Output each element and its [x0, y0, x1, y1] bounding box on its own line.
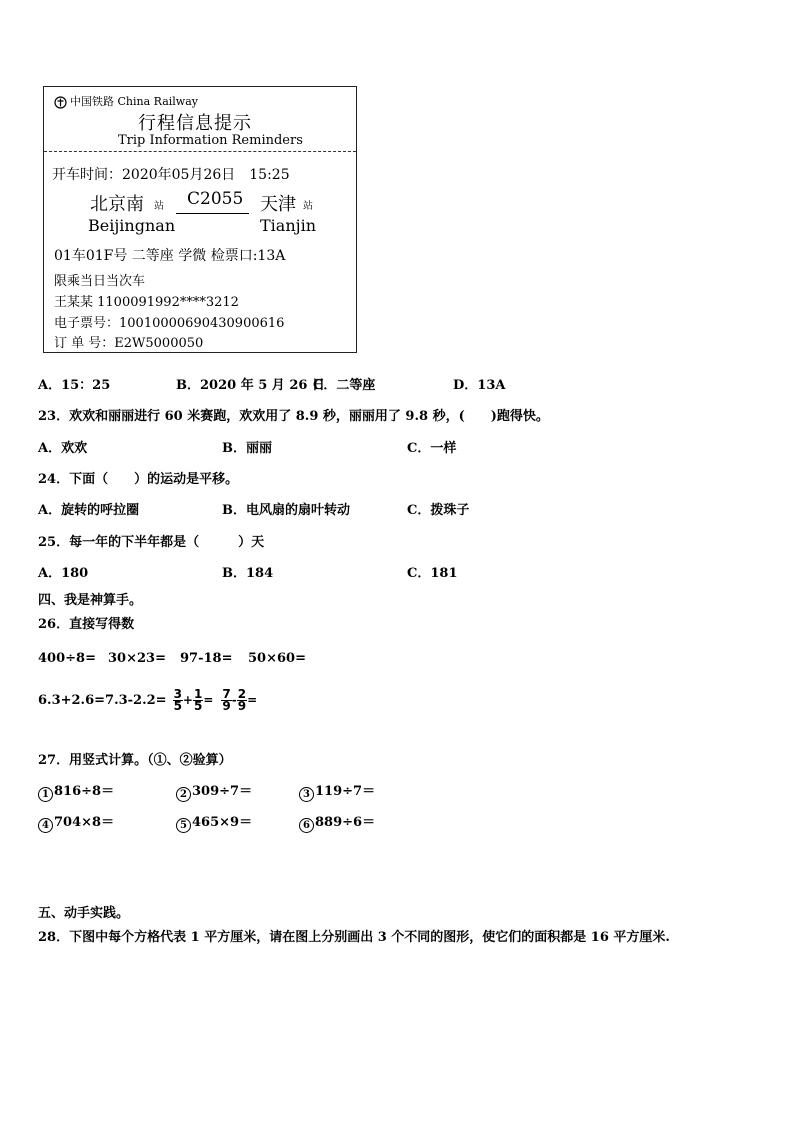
- q26-item-4: 50×60=: [248, 651, 306, 666]
- q23-option-c: C．一样: [407, 441, 457, 456]
- q27-item-1: 1 816÷8＝: [38, 780, 114, 802]
- ticket-seat-line: 01车01F号 二等座 学微 检票口:13A: [54, 248, 286, 264]
- q27-item-2: 2 309÷7＝: [176, 780, 252, 802]
- china-railway-logo-icon: [54, 94, 67, 113]
- circled-number-6: 6: [299, 818, 314, 833]
- circled-number-3: 3: [299, 787, 314, 802]
- ticket-from-station-en: Beijingnan: [88, 216, 176, 235]
- ticket-title-cn: 行程信息提示: [138, 113, 252, 134]
- q26-equal-sign: =: [203, 693, 214, 707]
- ticket-divider: [44, 151, 356, 152]
- q26-fraction-3-5: $\frac{3}{5}$: [173, 686, 182, 713]
- q23-option-a: A．欢欢: [38, 441, 88, 456]
- q26-item-3: 97-18=: [180, 651, 233, 666]
- ticket-train-number: C2055: [187, 189, 244, 209]
- q22-option-a: A．15：25: [38, 378, 111, 393]
- ticket-depart-time: 开车时间：2020年05月26日 15:25: [52, 167, 290, 183]
- ticket-logo-text: 中国铁路 China Railway: [70, 95, 198, 108]
- q26-plus-sign: +: [182, 693, 193, 707]
- section-4-heading: 四、我是神算手。: [38, 593, 143, 608]
- q24-text: 24．下面（ ）的运动是平移。: [38, 472, 239, 487]
- q25-option-b: B．184: [222, 566, 274, 581]
- q27-title: 27．用竖式计算。（①、②验算）: [38, 753, 232, 768]
- ticket-title-en: Trip Information Reminders: [118, 133, 303, 148]
- q25-option-c: C．181: [407, 566, 458, 581]
- circled-number-5: 5: [176, 818, 191, 833]
- q27-item-3: 3 119÷7＝: [299, 780, 375, 802]
- q26-fraction-1-5: $\frac{1}{5}$: [193, 686, 203, 713]
- q26-item-5: 6.3+2.6=: [38, 692, 106, 708]
- ticket-order-number: 订 单 号：E2W5000050: [54, 336, 204, 351]
- q26-row-2: [38, 683, 257, 717]
- q22-option-b: B．2020 年 5 月 26 日: [176, 378, 325, 393]
- q27-item-6: 6 889÷6＝: [299, 811, 375, 833]
- q26-fraction-2-9: $\frac{2}{9}$: [237, 686, 247, 713]
- ticket-train-arrow-line: [176, 213, 249, 214]
- q26-item-2: 30×23=: [108, 651, 166, 666]
- q26-equal-sign-2: =: [247, 693, 258, 707]
- ticket-to-station-en: Tianjin: [260, 216, 317, 235]
- q27-item-5: 5 465×9＝: [176, 811, 252, 833]
- q22-option-d: D．13A: [453, 378, 506, 393]
- ticket-from-station: 北京南: [90, 194, 144, 215]
- q27-item-4: 4 704×8＝: [38, 811, 114, 833]
- ticket-same-day: 限乘当日当次车: [54, 274, 146, 289]
- q22-option-c: C．二等座: [313, 378, 376, 393]
- ticket-to-station: 天津: [260, 194, 296, 215]
- q23-text: 23．欢欢和丽丽进行 60 米赛跑，欢欢用了 8.9 秒，丽丽用了 9.8 秒，( )跑得快。: [38, 409, 549, 424]
- q26-item-1: 400÷8=: [38, 651, 96, 666]
- section-5-heading: 五、动手实践。: [38, 906, 130, 921]
- circled-number-4: 4: [38, 818, 53, 833]
- q26-minus-sign: -: [231, 693, 237, 707]
- q23-option-b: B．丽丽: [222, 441, 272, 456]
- circled-number-2: 2: [176, 787, 191, 802]
- q24-option-c: C．拨珠子: [407, 503, 470, 518]
- ticket-to-suffix: 站: [303, 201, 313, 212]
- q26-fraction-7-9: $\frac{7}{9}$: [222, 686, 231, 713]
- ticket-eticket-number: 电子票号：10010000690430900616: [54, 316, 285, 331]
- ticket-passenger: 王某某 1100091992****3212: [54, 295, 239, 310]
- q25-text: 25．每一年的下半年都是（ ）天: [38, 535, 265, 550]
- ticket-from-suffix: 站: [154, 201, 164, 212]
- q26-item-6: 7.3-2.2=: [105, 692, 167, 708]
- circled-number-1: 1: [38, 787, 53, 802]
- q24-option-a: A．旋转的呼拉圈: [38, 503, 140, 518]
- train-ticket: [43, 86, 357, 353]
- q25-option-a: A．180: [38, 566, 89, 581]
- q28-text: 28．下图中每个方格代表 1 平方厘米，请在图上分别画出 3 个不同的图形，使它们的面积都是 16 平方厘米.: [38, 930, 670, 945]
- q26-title: 26．直接写得数: [38, 617, 135, 632]
- q24-option-b: B．电风扇的扇叶转动: [222, 503, 350, 518]
